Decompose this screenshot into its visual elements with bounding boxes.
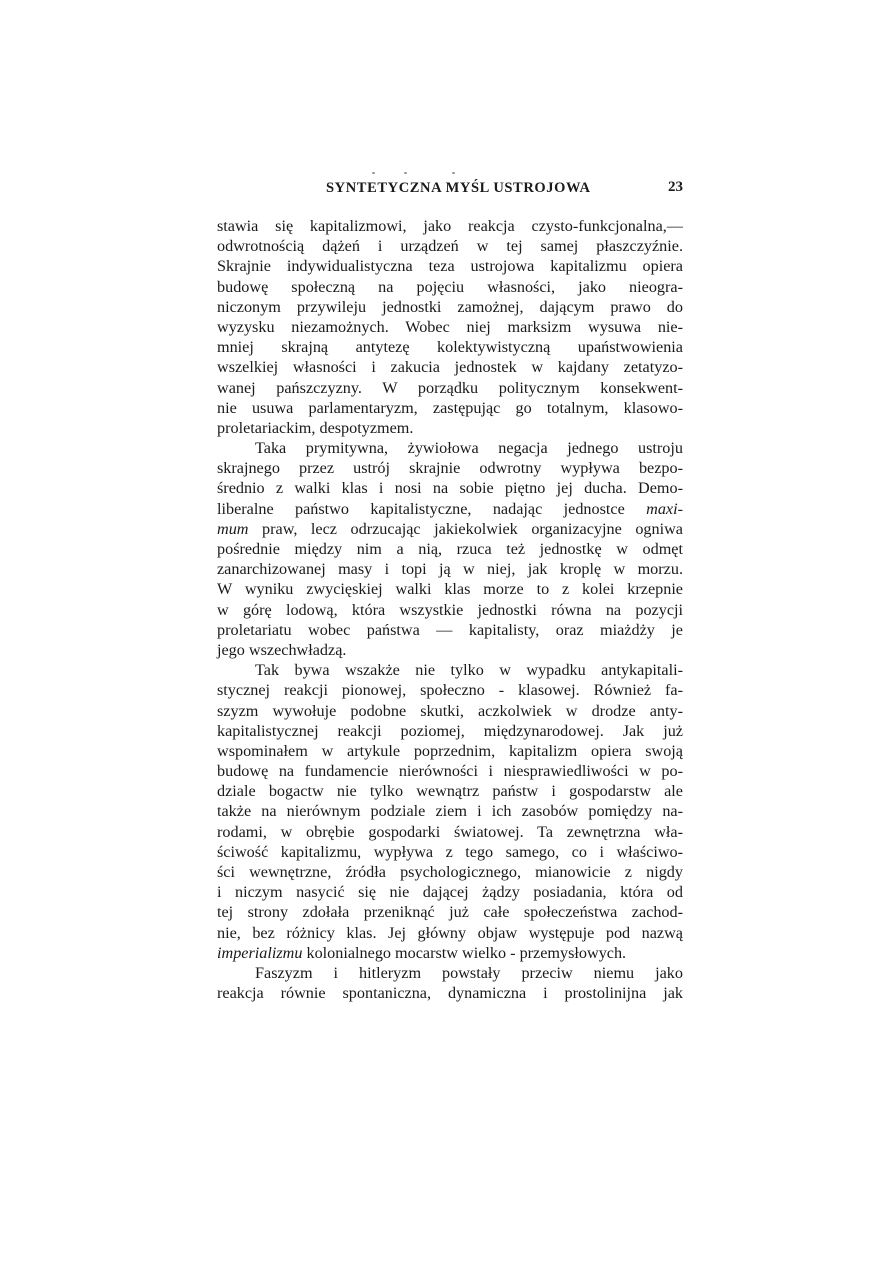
text-line: mum praw, lecz odrzucając jakiekolwiek organizacyjne ogniwa [217,519,683,538]
text-line: średnio z walki klas i nosi na sobie piętno jej ducha. Demo- [217,479,683,498]
text-line: Faszyzm i hitleryzm powstały przeciw niemu jako [255,963,683,982]
text-line: także na nierównym podziale ziem i ich zasobów pomiędzy na- [217,802,683,821]
text-line: rodami, w obrębie gospodarki światowej. Ta zewnętrzna wła- [217,822,683,841]
text-line: nie usuwa parlamentaryzm, zastępując go totalnym, klasowo- [217,398,683,417]
paragraph [217,963,683,1003]
body-text [217,216,683,1003]
text-line: Skrajnie indywidualistyczna teza ustrojowa kapitalizmu opiera [217,257,683,276]
page-number: 23 [668,179,683,195]
text-line: Tak bywa wszakże nie tylko w wypadku antykapitali- [255,661,683,680]
text-line: nie, bez różnicy klas. Jej główny objaw występuje pod nazwą [217,923,683,942]
text-line: i niczym nasycić się nie dającej żądzy posiadania, która od [217,883,683,902]
paragraph [217,438,683,660]
scan-speck [372,172,375,174]
text-line: wanej pańszczyzny. W porządku politycznym konsekwent- [217,378,683,397]
text-line: dziale bogactw nie tylko wewnątrz państw i gospodarstw ale [217,782,683,801]
scan-speck [404,172,407,174]
text-line: kapitalistycznej reakcji poziomej, międzynarodowej. Jak już [217,721,683,740]
text-line: wyzysku niezamożnych. Wobec niej marksizm wysuwa nie- [217,317,683,336]
text-line: stawia się kapitalizmowi, jako reakcja czysto-funkcjonalna,— [217,217,683,235]
text-line: niczonym przywileju jednostki zamożnej, dającym prawo do [217,297,683,316]
text-line: budowę społeczną na pojęciu własności, jako nieogra- [217,277,683,296]
text-line: w górę lodową, która wszystkie jednostki równa na pozycji [217,600,683,619]
text-line: imperializmu kolonialnego mocarstw wielko - przemysłowych. [217,943,627,962]
text-line: skrajnego przez ustrój skrajnie odwrotny wypływa bezpo- [217,459,683,478]
text-line: liberalne państwo kapitalistyczne, nadając jednostce maxi- [217,499,683,518]
text-line: stycznej reakcji pionowej, społeczno - klasowej. Również fa- [217,681,683,700]
text-line: proletariatu wobec państwa — kapitalisty, oraz miażdży je [217,620,683,639]
paragraph [217,660,683,963]
text-line: mniej skrajną antytezę kolektywistyczną upaństwowienia [217,338,683,357]
scan-speck [452,172,455,174]
text-line: jego wszechwładzą. [217,640,347,659]
text-line: ściwość kapitalizmu, wypływa z tego samego, co i właściwo- [217,842,683,861]
text-line: tej strony zdołała przeniknąć już całe społeczeństwa zachod- [217,903,683,922]
text-line: pośrednie między nim a nią, rzuca też jednostkę w odmęt [217,540,683,558]
text-line: odwrotnością dążeń i urządzeń w tej samej płaszczyźnie. [217,237,683,256]
text-line: W wyniku zwycięskiej walki klas morze to z kolei krzepnie [217,580,683,599]
text-line: szyzm wywołuje podobne skutki, aczkolwiek w drodze anty- [217,701,683,720]
running-head [217,178,683,202]
text-line: wszelkiej własności i zakucia jednostek w kajdany zetatyzo- [217,358,683,377]
running-title: SYNTETYCZNA MYŚL USTROJOWA [326,180,591,196]
text-line: zanarchizowanej masy i topi ją w niej, jak kroplę w morzu. [217,560,683,579]
text-line: ści wewnętrzne, źródła psychologicznego, mianowicie z nigdy [217,863,683,881]
text-line: wspominałem w artykule poprzednim, kapitalizm opiera swoją [217,741,683,760]
paragraph [217,216,683,438]
text-line: reakcja równie spontaniczna, dynamiczna i prostolinijna jak [217,984,683,1003]
text-line: Taka prymitywna, żywiołowa negacja jednego ustroju [255,439,683,458]
text-line: budowę na fundamencie nierówności i niesprawiedliwości w po- [217,762,683,781]
text-line: proletariackim, despotyzmem. [217,418,414,437]
